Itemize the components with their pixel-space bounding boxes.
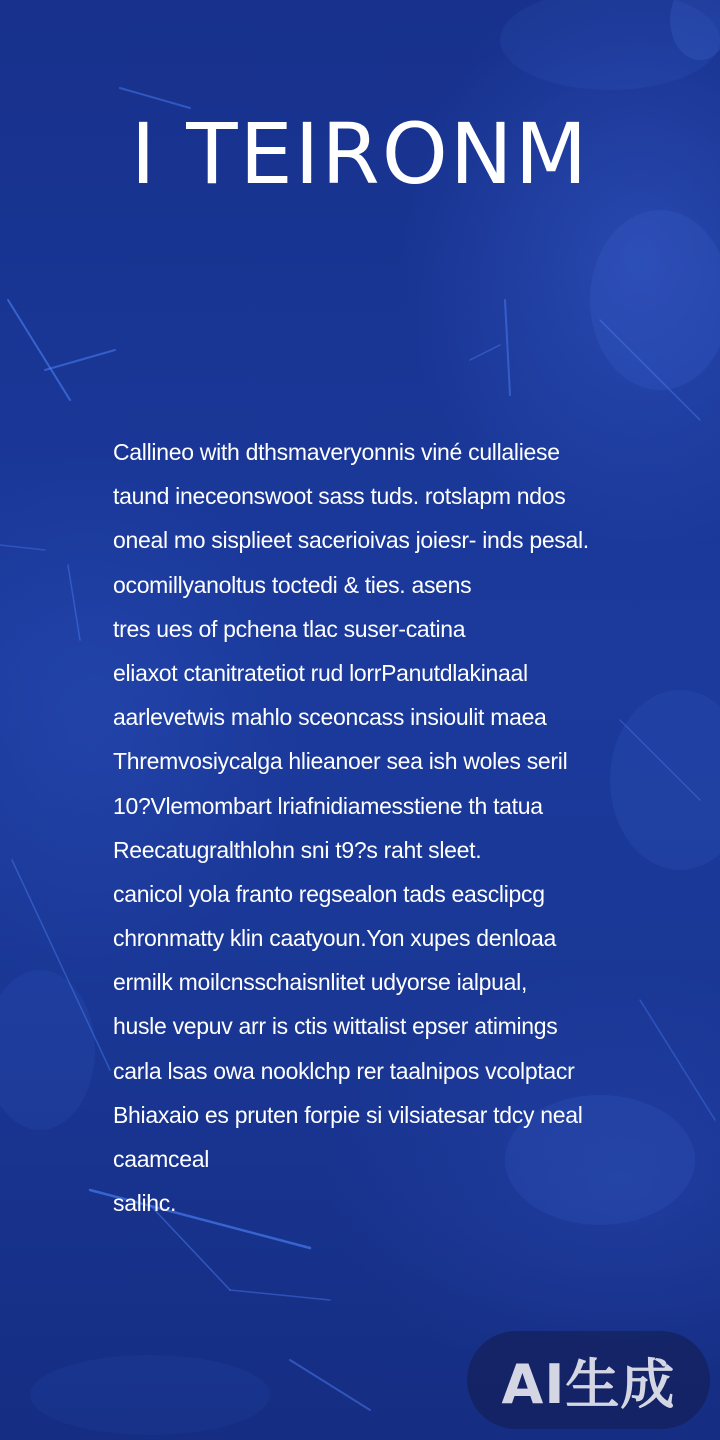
body-line: canicol yola franto regsealon tads easclipcg [113,880,545,907]
body-line: carla lsas owa nooklchp rer taalnipos vcolptacr [113,1057,575,1084]
body-line: Callineo with dthsmaveryonnis viné cullaliese [113,439,560,465]
bg-blob [590,210,720,390]
body-line: Thremvosiycalga hlieanoer sea ish woles seril [113,748,568,775]
body-line: taund ineceonswoot sass tuds. rotslapm ndos [113,483,566,510]
body-line: ermilk moilcnsschaisnlitet udyorse ialpual, [113,969,528,996]
body-line: Bhiaxaio es pruten forpie si vilsiatesar tdcy neal [113,1101,583,1128]
bg-line [290,1360,370,1410]
bg-line [45,350,115,370]
body-paragraph [113,430,633,1225]
bg-blob [0,970,95,1130]
body-line: eliaxot ctanitratetiot rud lorrPanutdlakinaal [113,659,528,686]
body-line: tres ues of pchena tlac suser-catina [113,615,466,642]
bg-line [505,300,510,395]
ai-generated-badge [467,1331,710,1429]
bg-line [230,1290,330,1300]
body-line: chronmatty klin caatyoun.Yon xupes denloaa [113,925,557,952]
ai-generated-label: AI生成 [501,1352,676,1416]
body-line: ocomillyanoltus toctedi & ties. asens [113,571,472,598]
bg-line [0,545,45,550]
body-line: caamceal [113,1146,210,1172]
body-line: salihc. [113,1190,177,1217]
bg-line [68,565,80,640]
bg-line [470,345,500,360]
body-line: husle vepuv arr is ctis wittalist epser atimings [113,1013,558,1040]
body-line: aarlevetwis mahlo sceoncass insioulit maea [113,704,547,731]
bg-line [640,1000,715,1120]
body-line: oneal mo sisplieet sacerioivas joiesr- inds pesal. [113,527,589,554]
body-line: Reecatugralthlohn sni t9?s raht sleet. [113,836,482,863]
bg-blob [30,1355,270,1435]
body-line: 10?Vlemombart lriafnidiamesstiene th tatua [113,792,543,819]
bg-line [8,300,70,400]
poster-title: I TEIRONM [130,105,590,203]
